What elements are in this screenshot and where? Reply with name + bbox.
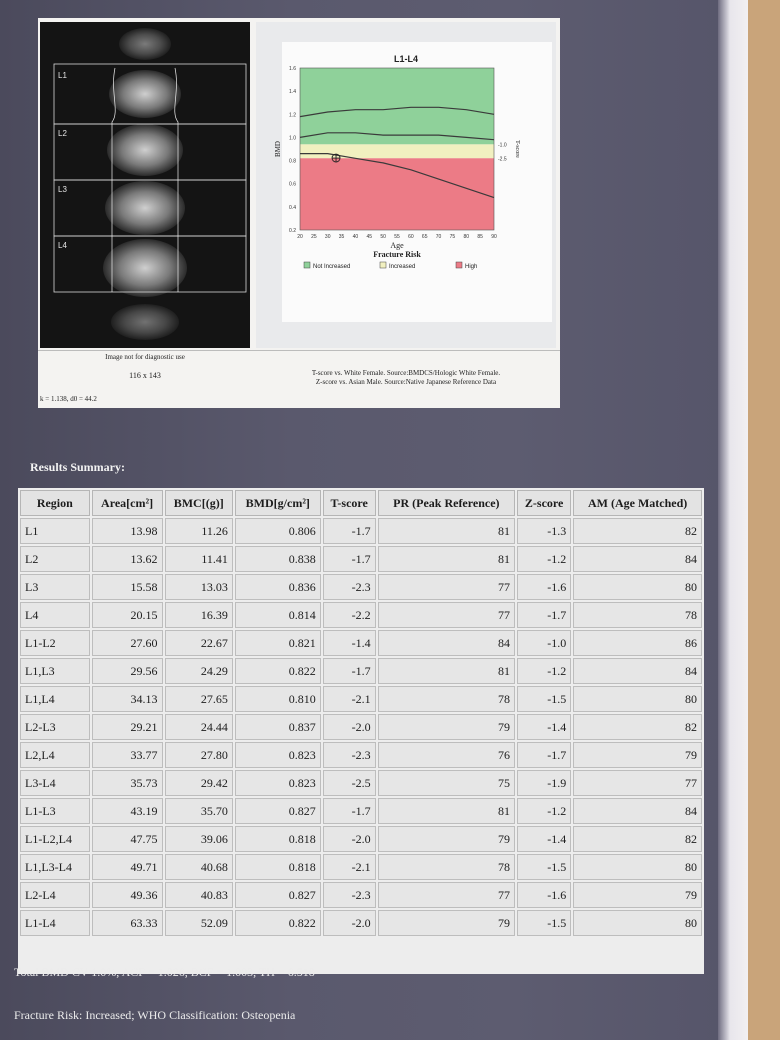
value-cell: 27.80: [165, 742, 233, 768]
value-cell: 22.67: [165, 630, 233, 656]
paper-edge: [718, 0, 748, 1040]
value-cell: -2.1: [323, 686, 376, 712]
value-cell: -1.6: [517, 574, 571, 600]
y-tick-label: 0.8: [289, 158, 296, 165]
value-cell: 35.73: [92, 770, 163, 796]
y-tick-label: 1.0: [289, 135, 296, 142]
results-table: [18, 488, 704, 938]
scan-label-l4: L4: [58, 241, 67, 250]
y-tick-label: 1.6: [289, 66, 296, 72]
value-cell: 27.60: [92, 630, 163, 656]
value-cell: 80: [573, 910, 702, 936]
value-cell: -2.0: [323, 826, 376, 852]
fracture-risk-classification: Fracture Risk: Increased; WHO Classification: Osteopenia: [14, 1008, 296, 1022]
legend-title: Fracture Risk: [373, 250, 421, 259]
value-cell: 0.827: [235, 882, 321, 908]
tscore-tick-label: -2.5: [498, 156, 507, 163]
column-header: AM (Age Matched): [573, 490, 702, 516]
column-header: BMC[(g)]: [165, 490, 233, 516]
value-cell: -2.3: [323, 742, 376, 768]
table-row: [20, 630, 702, 656]
value-cell: 11.41: [165, 546, 233, 572]
scan-size: 116 x 143: [129, 371, 161, 380]
band-high: [300, 158, 494, 230]
value-cell: -1.3: [517, 518, 571, 544]
value-cell: -1.7: [323, 658, 376, 684]
value-cell: 24.29: [165, 658, 233, 684]
value-cell: 77: [378, 882, 515, 908]
column-header: Region: [20, 490, 90, 516]
region-cell: L3: [20, 574, 90, 600]
x-tick-label: 90: [491, 234, 497, 240]
value-cell: 80: [573, 686, 702, 712]
x-tick-label: 80: [463, 234, 470, 240]
value-cell: 80: [573, 854, 702, 880]
value-cell: -1.5: [517, 854, 571, 880]
value-cell: -2.0: [323, 910, 376, 936]
table-row: [20, 686, 702, 712]
value-cell: 11.26: [165, 518, 233, 544]
scan-params: k = 1.138, d0 = 44.2: [40, 395, 97, 403]
value-cell: 63.33: [92, 910, 163, 936]
column-header: BMD[g/cm²]: [235, 490, 321, 516]
value-cell: 33.77: [92, 742, 163, 768]
results-body: [20, 518, 702, 936]
column-header: T-score: [323, 490, 376, 516]
spine-scan-image: [40, 22, 250, 348]
value-cell: 81: [378, 798, 515, 824]
legend-label: Not Increased: [313, 264, 351, 270]
y-tick-label: 1.4: [289, 89, 296, 96]
table-row: [20, 658, 702, 684]
table-row: [20, 574, 702, 600]
value-cell: -2.3: [323, 882, 376, 908]
value-cell: 77: [573, 770, 702, 796]
value-cell: -1.4: [517, 826, 571, 852]
scan-label-l2: L2: [58, 129, 67, 138]
value-cell: 29.42: [165, 770, 233, 796]
value-cell: 0.818: [235, 854, 321, 880]
value-cell: 20.15: [92, 602, 163, 628]
x-tick-label: 50: [380, 234, 386, 240]
scan-report-header: [38, 18, 560, 408]
value-cell: 13.62: [92, 546, 163, 572]
results-header-row: [20, 490, 702, 516]
value-cell: 27.65: [165, 686, 233, 712]
value-cell: 78: [573, 602, 702, 628]
value-cell: 79: [378, 826, 515, 852]
region-cell: L1-L3: [20, 798, 90, 824]
value-cell: 0.836: [235, 574, 321, 600]
table-row: [20, 798, 702, 824]
value-cell: 49.36: [92, 882, 163, 908]
legend-label: Increased: [389, 264, 416, 270]
value-cell: 43.19: [92, 798, 163, 824]
value-cell: 0.822: [235, 910, 321, 936]
legend-swatch: [456, 262, 462, 268]
value-cell: 0.821: [235, 630, 321, 656]
region-cell: L3-L4: [20, 770, 90, 796]
region-cell: L2,L4: [20, 742, 90, 768]
value-cell: 15.58: [92, 574, 163, 600]
region-cell: L2: [20, 546, 90, 572]
table-row: [20, 546, 702, 572]
table-row: [20, 882, 702, 908]
table-row: [20, 770, 702, 796]
x-tick-label: 60: [408, 234, 414, 240]
chart-title: L1-L4: [393, 54, 419, 64]
value-cell: 78: [378, 854, 515, 880]
x-axis-label: Age: [390, 241, 404, 250]
value-cell: 0.818: [235, 826, 321, 852]
value-cell: 24.44: [165, 714, 233, 740]
bmd-age-chart: [256, 22, 556, 348]
value-cell: -1.2: [517, 546, 571, 572]
value-cell: -1.7: [517, 602, 571, 628]
value-cell: 84: [573, 658, 702, 684]
y-tick-label: 0.2: [289, 228, 296, 234]
value-cell: -2.2: [323, 602, 376, 628]
value-cell: 79: [573, 742, 702, 768]
value-cell: 75: [378, 770, 515, 796]
region-cell: L2-L4: [20, 882, 90, 908]
y-tick-label: 0.6: [289, 181, 296, 188]
value-cell: -2.5: [323, 770, 376, 796]
value-cell: 0.838: [235, 546, 321, 572]
value-cell: 79: [378, 714, 515, 740]
value-cell: -1.4: [323, 630, 376, 656]
x-tick-label: 75: [449, 234, 456, 240]
value-cell: -1.4: [517, 714, 571, 740]
value-cell: 39.06: [165, 826, 233, 852]
y2-axis-label: T-score: [514, 140, 520, 158]
value-cell: 84: [378, 630, 515, 656]
vertebra-shapes: [103, 28, 187, 340]
results-table-container: [18, 488, 704, 974]
value-cell: -1.7: [323, 546, 376, 572]
value-cell: -2.1: [323, 854, 376, 880]
value-cell: 81: [378, 658, 515, 684]
value-cell: -1.7: [323, 518, 376, 544]
x-tick-label: 65: [421, 234, 428, 240]
value-cell: 0.823: [235, 770, 321, 796]
value-cell: 29.21: [92, 714, 163, 740]
scan-label-l3: L3: [58, 185, 67, 194]
results-summary-title: Results Summary:: [30, 460, 125, 474]
value-cell: 49.71: [92, 854, 163, 880]
value-cell: 0.823: [235, 742, 321, 768]
value-cell: -1.7: [517, 742, 571, 768]
x-tick-label: 85: [477, 234, 483, 240]
legend-label: High: [465, 264, 478, 270]
value-cell: 80: [573, 574, 702, 600]
value-cell: 78: [378, 686, 515, 712]
table-row: [20, 826, 702, 852]
value-cell: 77: [378, 574, 515, 600]
value-cell: 82: [573, 518, 702, 544]
value-cell: 0.806: [235, 518, 321, 544]
y-tick-label: 1.2: [289, 112, 296, 119]
value-cell: 84: [573, 798, 702, 824]
x-tick-label: 55: [394, 234, 400, 240]
value-cell: -1.2: [517, 658, 571, 684]
cv-summary: Total BMD CV 1.0%, ACF = 1.026, BCF = 1.003, TH = 6.518: [14, 965, 315, 979]
value-cell: 47.75: [92, 826, 163, 852]
table-row: [20, 602, 702, 628]
x-tick-label: 70: [435, 234, 442, 240]
table-row: [20, 714, 702, 740]
x-tick-label: 35: [338, 234, 345, 240]
scan-caption-grid: [38, 350, 560, 409]
x-tick-label: 45: [366, 234, 373, 240]
value-cell: 40.68: [165, 854, 233, 880]
x-tick-label: 30: [324, 234, 331, 240]
x-tick-label: 40: [352, 234, 359, 240]
x-tick-label: 20: [297, 234, 303, 240]
region-cell: L4: [20, 602, 90, 628]
column-header: Area[cm²]: [92, 490, 163, 516]
value-cell: 76: [378, 742, 515, 768]
value-cell: 81: [378, 546, 515, 572]
value-cell: 0.810: [235, 686, 321, 712]
legend-swatch: [304, 262, 310, 268]
value-cell: -1.5: [517, 910, 571, 936]
region-cell: L1: [20, 518, 90, 544]
value-cell: 0.814: [235, 602, 321, 628]
region-cell: L1-L4: [20, 910, 90, 936]
tscore-tick-label: -1.0: [498, 142, 507, 149]
value-cell: 81: [378, 518, 515, 544]
value-cell: 29.56: [92, 658, 163, 684]
table-row: [20, 518, 702, 544]
value-cell: -1.6: [517, 882, 571, 908]
region-cell: L1-L2: [20, 630, 90, 656]
value-cell: -1.9: [517, 770, 571, 796]
value-cell: 0.837: [235, 714, 321, 740]
region-cell: L1-L2,L4: [20, 826, 90, 852]
value-cell: 0.827: [235, 798, 321, 824]
x-tick-label: 25: [311, 234, 317, 240]
y-tick-label: 0.4: [289, 204, 296, 211]
value-cell: -2.0: [323, 714, 376, 740]
band-increased: [300, 144, 494, 158]
value-cell: 0.822: [235, 658, 321, 684]
tscore-reference: T-score vs. White Female. Source:BMDCS/Hologic White Female.: [311, 369, 501, 377]
value-cell: -1.7: [323, 798, 376, 824]
value-cell: -1.5: [517, 686, 571, 712]
region-cell: L2-L3: [20, 714, 90, 740]
legend-swatch: [380, 262, 386, 268]
value-cell: -1.0: [517, 630, 571, 656]
table-row: [20, 742, 702, 768]
column-header: PR (Peak Reference): [378, 490, 515, 516]
value-cell: 52.09: [165, 910, 233, 936]
scan-label-l1: L1: [58, 71, 67, 80]
value-cell: 79: [378, 910, 515, 936]
table-row: [20, 910, 702, 936]
y-axis-label: BMD: [274, 141, 282, 157]
region-cell: L1,L3-L4: [20, 854, 90, 880]
value-cell: 13.03: [165, 574, 233, 600]
region-cell: L1,L4: [20, 686, 90, 712]
region-cell: L1,L3: [20, 658, 90, 684]
value-cell: 84: [573, 546, 702, 572]
value-cell: 77: [378, 602, 515, 628]
value-cell: -1.2: [517, 798, 571, 824]
column-header: Z-score: [517, 490, 571, 516]
value-cell: 79: [573, 882, 702, 908]
value-cell: 86: [573, 630, 702, 656]
table-row: [20, 854, 702, 880]
value-cell: 34.13: [92, 686, 163, 712]
zscore-reference: Z-score vs. Asian Male. Source:Native Japanese Reference Data: [315, 378, 497, 386]
value-cell: 35.70: [165, 798, 233, 824]
value-cell: -2.3: [323, 574, 376, 600]
value-cell: 40.83: [165, 882, 233, 908]
value-cell: 82: [573, 826, 702, 852]
value-cell: 82: [573, 714, 702, 740]
value-cell: 13.98: [92, 518, 163, 544]
value-cell: 16.39: [165, 602, 233, 628]
not-diagnostic-note: Image not for diagnostic use: [105, 353, 185, 361]
